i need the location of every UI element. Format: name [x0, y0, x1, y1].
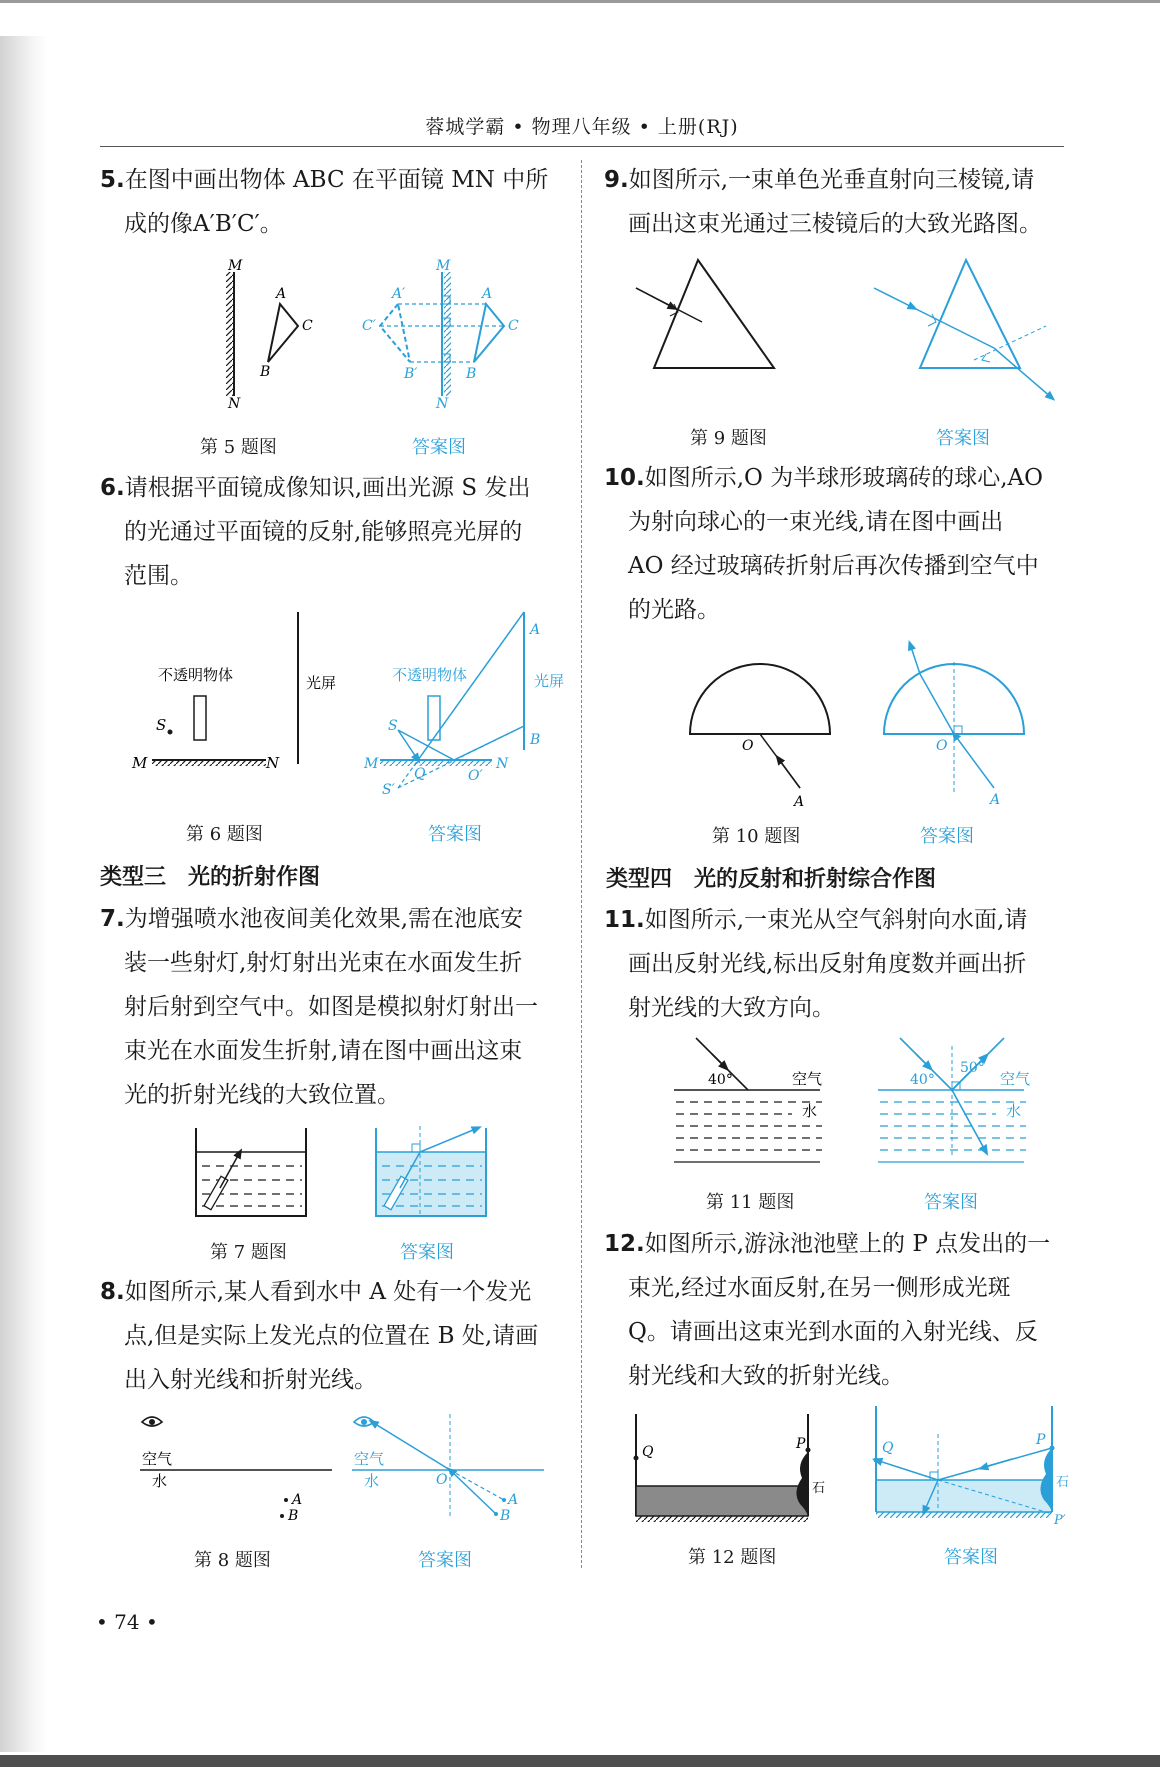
label-b: B: [530, 732, 541, 748]
question-text: 点,但是实际上发光点的位置在 B 处,请画: [124, 1323, 539, 1349]
label-air: 空气: [792, 1070, 823, 1088]
label-b: B: [466, 366, 477, 382]
question-text: 如图所示,一束光从空气斜射向水面,请: [644, 907, 1028, 933]
answer-caption: 答案图: [412, 437, 466, 458]
question-6: [100, 466, 570, 598]
question-number: 10.: [604, 465, 645, 491]
question-number: 7.: [100, 906, 125, 932]
label-p: P: [1036, 1432, 1046, 1448]
question-text: 画出这束光通过三棱镜后的大致光路图。: [628, 211, 1042, 237]
figure-8: [138, 1410, 338, 1524]
label-c: C: [302, 318, 313, 334]
question-number: 6.: [100, 475, 125, 501]
figure-caption: 第 11 题图: [706, 1192, 795, 1213]
label-stone: 石: [812, 1481, 826, 1496]
label-a: A: [794, 794, 805, 810]
label-b-image: B′: [404, 366, 418, 382]
question-9: [604, 158, 1064, 246]
top-edge: [0, 0, 1160, 3]
question-text: 如图所示,某人看到水中 A 处有一个发光: [124, 1279, 532, 1305]
label-n: N: [266, 754, 280, 772]
label-opaque-object: 不透明物体: [158, 666, 234, 684]
label-c: C: [508, 318, 519, 334]
label-o: O: [436, 1472, 448, 1488]
label-air: 空气: [1000, 1070, 1031, 1088]
question-number: 11.: [604, 907, 645, 933]
eye-icon: [354, 1417, 374, 1426]
label-q: Q: [642, 1444, 654, 1460]
label-n: N: [496, 756, 509, 772]
question-text: 装一些射灯,射灯射出光束在水面发生折: [124, 950, 523, 976]
figure-caption: 第 12 题图: [688, 1547, 777, 1568]
label-a-image: A′: [392, 286, 406, 302]
label-air: 空气: [354, 1450, 385, 1468]
label-screen: 光屏: [534, 672, 565, 690]
question-text: 在图中画出物体 ABC 在平面镜 MN 中所: [124, 167, 549, 193]
label-a: A: [292, 1492, 303, 1508]
figure-caption: 第 8 题图: [194, 1550, 271, 1571]
question-text: 为射向球心的一束光线,请在图中画出: [628, 509, 1004, 535]
label-water: 水: [802, 1102, 818, 1120]
running-header: 蓉城学霸 • 物理八年级 • 上册(RJ): [425, 116, 739, 138]
answer-figure-7: [374, 1126, 490, 1220]
question-text: 射后射到空气中。如图是模拟射灯射出一: [124, 994, 538, 1020]
label-q: Q: [882, 1440, 894, 1456]
header-rule: [100, 146, 1064, 147]
page-gutter-shadow: [0, 36, 48, 1752]
page-number: • 74 •: [96, 1610, 158, 1634]
figure-5: [190, 258, 330, 412]
label-opaque-object: 不透明物体: [392, 666, 468, 684]
answer-caption: 答案图: [418, 1550, 472, 1571]
answer-figure-5: [362, 258, 532, 412]
section-heading: 类型四 光的反射和折射综合作图: [606, 867, 937, 892]
question-text: 束光在水面发生折射,请在图中画出这束: [124, 1038, 523, 1064]
question-5: [100, 158, 570, 246]
label-40-degree: 40°: [910, 1072, 935, 1088]
question-text: 射光线的大致方向。: [628, 995, 835, 1021]
question-10: [604, 456, 1064, 632]
answer-caption: 答案图: [400, 1242, 454, 1263]
label-s: S: [156, 716, 167, 734]
figure-caption: 第 6 题图: [186, 824, 263, 845]
label-o: O: [742, 738, 754, 754]
question-7: [100, 897, 570, 1117]
eye-icon: [142, 1417, 162, 1426]
question-text: 束光,经过水面反射,在另一侧形成光斑: [628, 1275, 1011, 1301]
label-water: 水: [364, 1472, 380, 1490]
label-40-degree: 40°: [708, 1072, 733, 1088]
answer-caption: 答案图: [936, 428, 990, 449]
answer-figure-9: [870, 256, 1070, 406]
question-text: 为增强喷水池夜间美化效果,需在池底安: [124, 906, 524, 932]
label-a: A: [508, 1492, 519, 1508]
answer-caption: 答案图: [944, 1547, 998, 1568]
label-p-image: P′: [1054, 1513, 1066, 1528]
question-text: 光的折射光线的大致位置。: [124, 1082, 400, 1108]
question-text: Q。请画出这束光到水面的入射光线、反: [628, 1319, 1038, 1345]
label-b: B: [500, 1508, 511, 1524]
figure-caption: 第 10 题图: [712, 826, 801, 847]
question-text: 射光线和大致的折射光线。: [628, 1363, 904, 1389]
question-number: 9.: [604, 167, 629, 193]
figure-6: [128, 608, 337, 778]
label-water: 水: [152, 1472, 168, 1490]
question-text: AO 经过玻璃砖折射后再次传播到空气中: [628, 553, 1039, 579]
question-number: 5.: [100, 167, 125, 193]
question-text: 范围。: [124, 563, 193, 589]
question-number: 8.: [100, 1279, 125, 1305]
label-n: N: [436, 396, 449, 412]
label-water: 水: [1006, 1102, 1022, 1120]
question-text: 画出反射光线,标出反射角度数并画出折: [628, 951, 1027, 977]
figure-7: [194, 1126, 310, 1220]
answer-caption: 答案图: [920, 826, 974, 847]
figure-caption: 第 5 题图: [200, 437, 277, 458]
figure-11: [672, 1036, 832, 1164]
label-b: B: [288, 1508, 299, 1524]
figure-12: [632, 1412, 826, 1522]
answer-figure-11: [876, 1036, 1036, 1164]
answer-figure-8: [350, 1410, 550, 1524]
answer-caption: 答案图: [924, 1192, 978, 1213]
label-s-image: S′: [382, 782, 395, 798]
question-text: 的光路。: [628, 597, 720, 623]
label-50-degree: 50°: [960, 1060, 985, 1076]
answer-caption: 答案图: [428, 824, 482, 845]
question-text: 成的像A′B′C′。: [124, 211, 283, 237]
question-text: 出入射光线和折射光线。: [124, 1367, 377, 1393]
question-text: 如图所示,一束单色光垂直射向三棱镜,请: [628, 167, 1035, 193]
question-text: 如图所示,O 为半球形玻璃砖的球心,AO: [644, 465, 1044, 491]
label-a: A: [990, 792, 1001, 808]
label-air: 空气: [142, 1450, 173, 1468]
figure-caption: 第 9 题图: [690, 428, 767, 449]
label-n: N: [228, 396, 241, 412]
answer-figure-10: [880, 642, 1030, 808]
answer-figure-12: [872, 1404, 1070, 1528]
label-m: M: [436, 258, 451, 274]
label-screen: 光屏: [306, 674, 337, 692]
question-8: [100, 1270, 570, 1402]
question-text: 请根据平面镜成像知识,画出光源 S 发出: [124, 475, 531, 501]
question-number: 12.: [604, 1231, 645, 1257]
label-c-image: C′: [362, 318, 376, 334]
label-m: M: [132, 754, 148, 772]
label-a: A: [276, 286, 287, 302]
question-11: [604, 898, 1064, 1030]
question-12: [604, 1222, 1064, 1398]
figure-10: [686, 664, 836, 810]
label-s: S: [388, 718, 398, 734]
label-p: P: [796, 1436, 806, 1452]
question-text: 的光通过平面镜的反射,能够照亮光屏的: [124, 519, 523, 545]
label-a: A: [530, 622, 541, 638]
question-text: 如图所示,游泳池池壁上的 P 点发出的一: [644, 1231, 1051, 1257]
figure-9: [632, 256, 792, 372]
label-b: B: [260, 364, 271, 380]
figure-caption: 第 7 题图: [210, 1242, 287, 1263]
column-divider: [581, 160, 582, 1568]
label-m: M: [364, 756, 379, 772]
section-heading: 类型三 光的折射作图: [100, 865, 321, 890]
label-q: Q: [414, 766, 426, 782]
bottom-edge: [0, 1755, 1160, 1767]
label-stone: 石: [1056, 1475, 1070, 1490]
label-o-prime: O′: [468, 768, 483, 784]
label-a: A: [482, 286, 493, 302]
answer-figure-6: [362, 608, 565, 798]
label-m: M: [228, 258, 243, 274]
label-o: O: [936, 738, 948, 754]
